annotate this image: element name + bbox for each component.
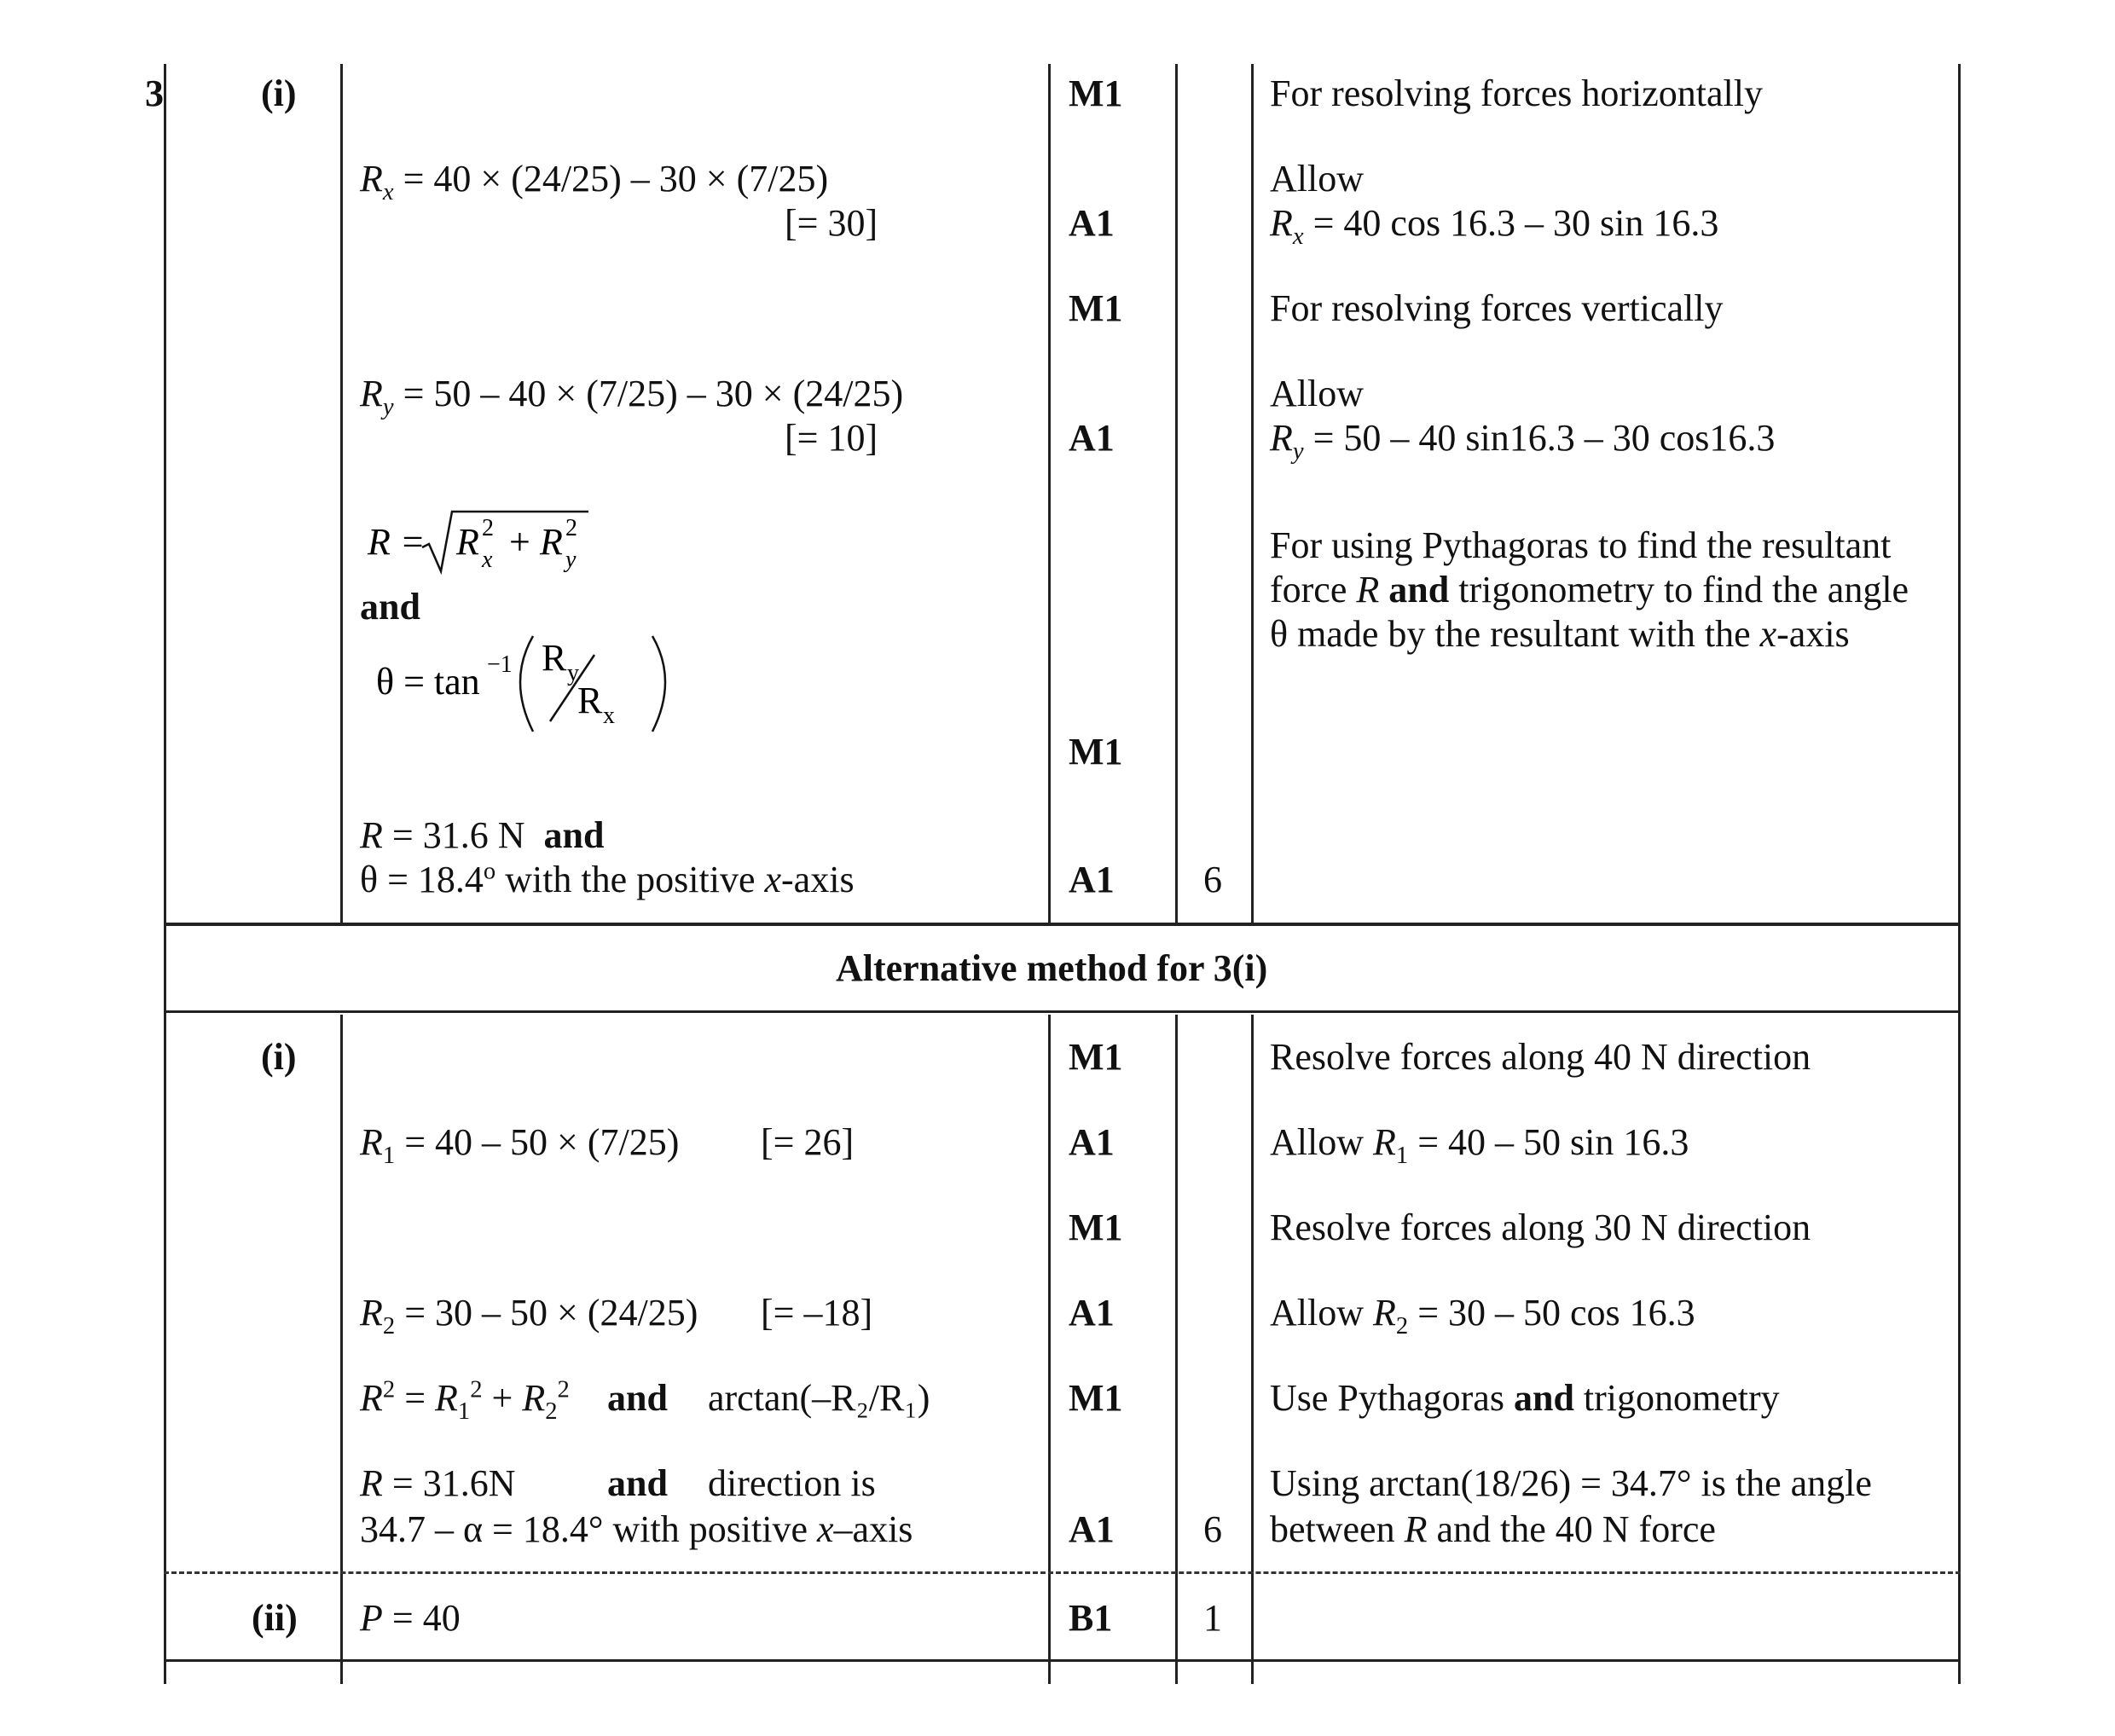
theta-left: θ = tan	[376, 661, 480, 703]
rule-bottom	[164, 1659, 1961, 1662]
formula-comment-line2: force R and trigonometry to find the angle	[1270, 569, 1909, 610]
alt-working-r2-value: [= –18]	[761, 1292, 873, 1334]
mark-m1-horizontal: M1	[1069, 72, 1123, 114]
alt-comment-30n: Resolve forces along 30 N direction	[1270, 1207, 1811, 1248]
resultant-ry-sup: 2	[565, 515, 577, 541]
part-ii-label: (ii)	[252, 1597, 298, 1639]
resultant-formula	[362, 503, 610, 580]
formula-comment-line3: θ made by the resultant with the x-axis	[1270, 613, 1850, 655]
sqrt-sign	[422, 512, 588, 571]
alt-working-r2: $R_2 = 30 - 50 \times (24/25)$	[360, 1292, 698, 1340]
final-r: R = 31.6 N and	[360, 814, 605, 856]
working-ry: $R_y = 50 - 40 \times (7/25) - 30 \times (24/25)$	[360, 373, 904, 420]
alt-mark-a1-r1: A1	[1069, 1121, 1115, 1163]
working-ry-value: [= 10]	[785, 417, 878, 459]
theta-den: R	[577, 680, 603, 721]
theta-num: R	[542, 637, 567, 679]
working-rx-value: [= 30]	[785, 202, 878, 244]
total-part-i: 6	[1203, 859, 1222, 900]
resultant-rx: R	[456, 521, 479, 563]
theta-sup: −1	[487, 651, 513, 678]
border-left	[164, 64, 166, 1684]
border-col-mark-2	[1048, 1015, 1051, 1684]
part-ii-working: P = 40	[360, 1597, 461, 1639]
resultant-plus: +	[509, 521, 530, 563]
border-col-working-2	[340, 1015, 343, 1684]
question-number: 3	[145, 72, 164, 114]
alt-final-and: and	[607, 1462, 668, 1504]
alt-mark-a1-final: A1	[1069, 1508, 1115, 1550]
formula-and: and	[360, 586, 420, 628]
alt-part-label: (i)	[261, 1036, 297, 1078]
alt-final-r: R = 31.6N	[360, 1462, 516, 1504]
resultant-rx-sub: x	[482, 547, 493, 573]
part-ii-total: 1	[1203, 1597, 1222, 1639]
border-col-mark	[1048, 64, 1051, 925]
alt-mark-m1-pythagoras: M1	[1069, 1377, 1123, 1419]
right-paren	[652, 636, 665, 732]
mark-a1-final: A1	[1069, 859, 1115, 900]
alt-final-angle: 34.7 – α = 18.4° with positive x–axis	[360, 1508, 913, 1550]
resultant-r-left: R =	[368, 521, 426, 563]
rule-above-alternative	[164, 923, 1961, 926]
alt-total: 6	[1203, 1508, 1222, 1550]
alt-comment-final-1: Using arctan(18/26) = 34.7° is the angle	[1270, 1462, 1872, 1504]
alt-final-direction: direction is	[708, 1462, 876, 1504]
resultant-rx-sup: 2	[482, 515, 494, 541]
resultant-ry-sub: y	[565, 547, 577, 573]
part-label: (i)	[261, 72, 297, 114]
comment-ry-allow: $R_y = 50 - 40$ sin16.3 – 30 cos16.3	[1270, 417, 1776, 465]
comment-allow-1: Allow	[1270, 158, 1364, 200]
alt-mark-m1-40n: M1	[1069, 1036, 1123, 1078]
mark-m1-formula: M1	[1069, 731, 1123, 773]
border-col-comment	[1251, 64, 1254, 925]
final-theta: $\theta = 18.4^o$ with the positive x-axis	[360, 858, 855, 900]
formula-comment-line1: For using Pythagoras to find the resultant	[1270, 524, 1892, 566]
alt-working-r1: $R_1 = 40 - 50 \times (7/25)$	[360, 1121, 680, 1169]
mark-a1-ry: A1	[1069, 417, 1115, 459]
working-rx: $R_x = 40 \times (24/25) - 30 \times (7/25)$	[360, 158, 829, 205]
left-paren	[520, 636, 533, 732]
alt-comment-pythagoras: Use Pythagoras and trigonometry	[1270, 1377, 1780, 1419]
alt-mark-a1-r2: A1	[1069, 1292, 1115, 1334]
alt-comment-r1: Allow $R_1 = 40 - 50$ sin 16.3	[1270, 1121, 1689, 1169]
rule-below-alternative	[164, 1010, 1961, 1013]
border-col-working	[340, 64, 343, 925]
dashed-rule-part-ii	[164, 1571, 1961, 1574]
border-col-total	[1175, 64, 1178, 925]
comment-resolve-vertical: For resolving forces vertically	[1270, 287, 1724, 329]
mark-a1-rx: A1	[1069, 202, 1115, 244]
comment-allow-2: Allow	[1270, 373, 1364, 414]
border-right	[1958, 64, 1961, 1684]
alt-working-r1-value: [= 26]	[761, 1121, 855, 1163]
alternative-heading: Alternative method for 3(i)	[836, 947, 1268, 989]
resultant-ry: R	[540, 521, 563, 563]
alt-working-arctan: arctan(–R₂/R₁)	[708, 1377, 930, 1419]
part-ii-mark: B1	[1069, 1597, 1113, 1639]
alt-mark-m1-30n: M1	[1069, 1207, 1123, 1248]
theta-formula	[371, 629, 678, 740]
alt-working-and: and	[607, 1377, 668, 1419]
alt-working-pythagoras: $R^2 = R_1^2 + R_2^2$	[360, 1376, 570, 1425]
comment-resolve-horizontal: For resolving forces horizontally	[1270, 72, 1763, 114]
theta-den-sub: x	[603, 703, 615, 729]
comment-rx-allow: $R_x = 40$ cos 16.3 – 30 sin 16.3	[1270, 202, 1719, 250]
alt-comment-r2: Allow $R_2 = 30 - 50$ cos 16.3	[1270, 1292, 1695, 1340]
border-col-comment-2	[1251, 1015, 1254, 1684]
border-col-total-2	[1175, 1015, 1178, 1684]
alt-comment-final-2: between R and the 40 N force	[1270, 1508, 1716, 1550]
theta-num-sub: y	[567, 660, 579, 686]
mark-m1-vertical: M1	[1069, 287, 1123, 329]
alt-comment-40n: Resolve forces along 40 N direction	[1270, 1036, 1811, 1078]
